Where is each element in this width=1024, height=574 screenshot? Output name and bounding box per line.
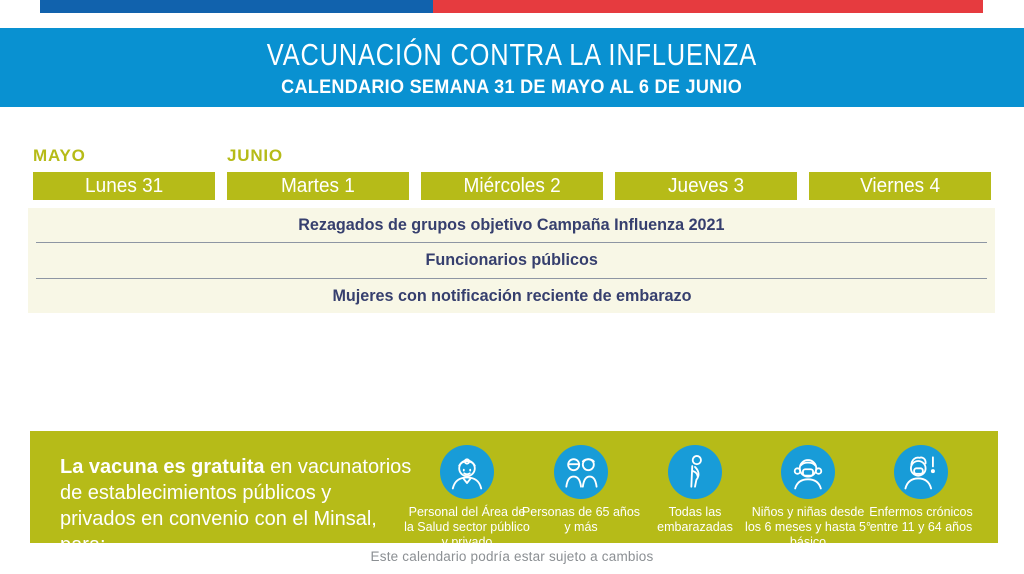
icon-circle	[781, 445, 835, 499]
schedule-row	[36, 208, 987, 243]
day-label: Viernes 4	[860, 174, 940, 197]
day-label: Jueves 3	[667, 174, 745, 197]
schedule-rows	[28, 208, 995, 313]
page-subtitle: CALENDARIO SEMANA 31 DE MAYO AL 6 DE JUNIO	[281, 76, 743, 98]
day-header-martes	[227, 172, 409, 200]
icon-circle	[668, 445, 722, 499]
group-label: Personal del Área de la Salud sector público y privado	[404, 505, 530, 549]
day-label: Martes 1	[281, 174, 355, 197]
elderly-couple-icon	[559, 450, 603, 494]
target-group-children	[743, 445, 873, 549]
day-label: Lunes 31	[84, 174, 164, 197]
group-label: Todas las embarazadas	[657, 505, 733, 534]
schedule-row-text: Funcionarios públicos	[425, 250, 598, 270]
target-group-pregnant	[630, 445, 760, 535]
group-label: Niños y niñas desde los 6 meses y hasta 5° básico	[745, 505, 871, 549]
day-header-jueves	[615, 172, 797, 200]
banner-intro-bold: La vacuna es gratuita	[60, 456, 265, 478]
icon-circle	[554, 445, 608, 499]
target-group-health-workers	[402, 445, 532, 549]
day-header-viernes	[809, 172, 991, 200]
flag-stripe-blue	[40, 0, 433, 13]
icon-circle	[440, 445, 494, 499]
schedule-row	[28, 279, 995, 313]
month-label-mayo: MAYO	[33, 146, 86, 165]
day-header-miercoles	[421, 172, 603, 200]
pregnant-woman-icon	[673, 450, 717, 494]
page-title: VACUNACIÓN CONTRA LA INFLUENZA	[266, 36, 758, 72]
flag-stripe-red	[433, 0, 983, 13]
icon-circle	[894, 445, 948, 499]
month-label-junio: JUNIO	[227, 146, 283, 165]
group-label: Enfermos crónicos entre 11 y 64 años	[869, 505, 973, 534]
banner-intro-rest: en vacunatorios de establecimientos públicos y privados en convenio con el Minsal, para:	[60, 456, 412, 556]
schedule-row-text: Rezagados de grupos objetivo Campaña Influenza 2021	[298, 215, 725, 235]
group-label: Personas de 65 años y más	[521, 505, 641, 534]
child-mask-icon	[786, 450, 830, 494]
health-worker-icon	[445, 450, 489, 494]
chronic-patient-icon	[899, 450, 943, 494]
free-vaccine-banner	[30, 431, 998, 556]
header-band	[0, 28, 1024, 107]
target-group-seniors	[516, 445, 646, 535]
day-header-lunes	[33, 172, 215, 200]
schedule-row-text: Mujeres con notificación reciente de embarazo	[331, 285, 691, 305]
footer-disclaimer: Este calendario podría estar sujeto a cambios	[370, 549, 654, 564]
schedule-row	[36, 243, 987, 278]
target-group-chronic	[856, 445, 986, 535]
banner-intro-text	[60, 454, 412, 558]
day-label: Miércoles 2	[463, 174, 561, 197]
